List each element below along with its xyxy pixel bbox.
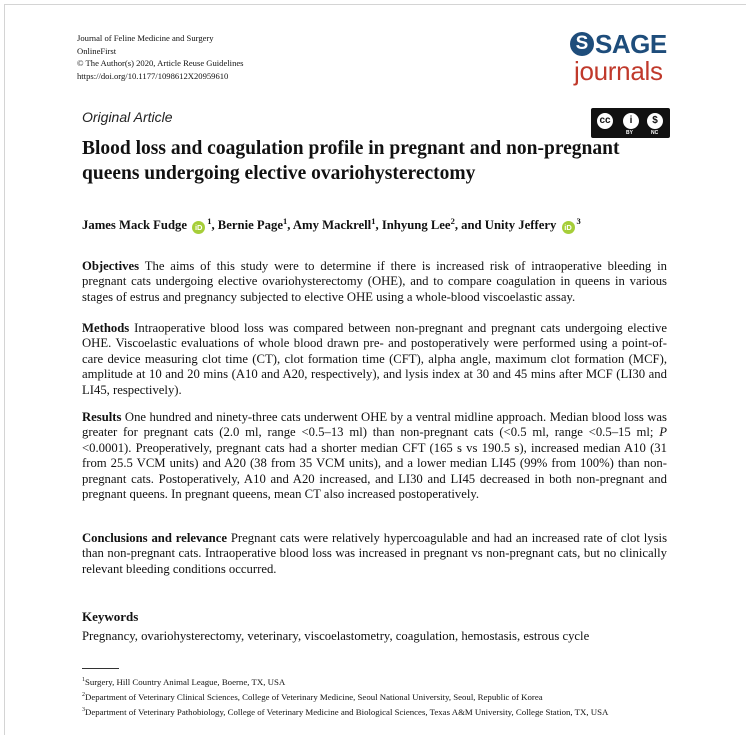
affiliation (82, 705, 682, 718)
conclusions-heading: Conclusions and relevance (82, 531, 227, 545)
objectives-heading: Objectives (82, 259, 140, 273)
conclusions-text: Pregnant cats were relatively hypercoagulable and had an increased rate of clot lysis than non-pregnant cats. Intraoperative blood loss was increased in pregnant vs non-pregnant cats, but no clinically relevant bleeding conditions occurred. (82, 531, 668, 576)
author-name[interactable]: Bernie Page (217, 218, 283, 233)
author-name[interactable]: James Mack Fudge (82, 218, 188, 233)
by-icon: i (621, 111, 641, 131)
orcid-icon[interactable]: iD (562, 221, 575, 234)
affiliation-text: Surgery, Hill Country Animal League, Boerne, TX, USA (85, 676, 286, 687)
author-sup: 3 (576, 216, 581, 226)
journal-status: OnlineFirst (77, 45, 117, 56)
orcid-icon[interactable]: iD (192, 221, 205, 234)
methods-text: Intraoperative blood loss was compared between non-pregnant and pregnant cats undergoing elective OHE. Viscoelastic evaluations of whole blood drawn pre- and postoperatively were performed using a point-of-care device measuring clot time (CT), clot formation time (CFT), alpha angle, maximum clot formation (MCF), amplitude at 10 and 20 mins (A10 and A20, respectively), and lysis index at 30 and 45 mins after MCF (LI30 and LI45, respectively). (82, 321, 667, 397)
affiliation (82, 675, 682, 688)
methods-heading: Methods (82, 321, 130, 335)
author-sup: 1 (282, 216, 288, 226)
cc-license-badge[interactable] (591, 108, 670, 138)
article-page (4, 4, 746, 735)
author-sup: 1 (207, 216, 212, 226)
article-title: Blood loss and coagulation profile in pregnant and non-pregnant queens undergoing elective ovariohysterectomy (82, 138, 620, 184)
author-name[interactable]: Amy Mackrell (292, 218, 372, 233)
affiliation (82, 690, 682, 703)
affiliation-sup: 3 (82, 707, 85, 713)
sage-journals-logo[interactable] (570, 31, 675, 89)
results-text-a: One hundred and ninety-three cats underwent OHE by a ventral midline approach. Median blood loss was greater for pregnant cats (2.0 ml, range <0.5–13 ml) than non-pregnant cats (<0.5 ml, range <0.5–15 ml; (82, 410, 667, 440)
abstract-methods (82, 321, 667, 398)
results-text-b: <0.0001). Preoperatively, pregnant cats had a shorter median CFT (165 s vs 190.5 s), increased median A10 (31 from 25.5 VCM units) and A20 (38 from 35 VCM units), and a lower median LI45 (99% from 100%) than non-pregnant cats. Postoperatively, A10 and A20 increased, and LI30 and LI45 decreased in both non-pregnant and pregnant queens. In pregnant queens, mean CT also increased postoperatively. (82, 440, 667, 502)
journals-logo-word: journals (574, 56, 663, 86)
copyright-line: © The Author(s) 2020, Article Reuse Guidelines (77, 58, 244, 69)
author-sup: 1 (371, 216, 376, 226)
affiliation-text: Department of Veterinary Clinical Sciences, College of Veterinary Medicine, Seoul National University, Seoul, Republic of Korea (85, 691, 543, 702)
doi-link[interactable]: https://doi.org/10.1177/1098612X20959610 (77, 70, 229, 81)
results-heading: Results (82, 410, 122, 424)
author-list: James Mack Fudge $iD^1$, Bernie Page$^1$, Amy Mackrell$^1$, Inhyung Lee$^2$, and Unity Jeffery $iD^3$ (82, 216, 581, 233)
footnote-divider (82, 668, 119, 669)
objectives-text: The aims of this study were to determine if there is increased risk of intraoperative bleeding in pregnant cats undergoing elective ovariohysterectomy (OHE), and to compare coagulation in queens in various stages of estrus and pregnancy subjected to elective OHE using a whole-blood viscoelastic assay. (82, 259, 667, 304)
article-type: Original Article (82, 109, 173, 125)
abstract-objectives (82, 259, 667, 305)
author-name[interactable]: Inhyung Lee (381, 218, 451, 233)
p-value-symbol: P (659, 425, 667, 440)
author-sup: 2 (450, 216, 455, 226)
keywords-heading: Keywords (82, 609, 139, 624)
journal-info (77, 32, 244, 82)
by-label: BY (626, 130, 633, 136)
keywords-text: Pregnancy, ovariohysterectomy, veterinary, viscoelastometry, coagulation, hemostasis, estrous cycle (82, 629, 590, 643)
author-name[interactable]: Unity Jeffery (484, 218, 557, 233)
cc-icon: cc (595, 111, 615, 131)
abstract-conclusions (82, 531, 667, 577)
abstract-results (82, 410, 667, 502)
sage-s-icon: S (570, 32, 594, 56)
sage-logo-word: SAGE (595, 29, 667, 59)
affiliation-sup: 1 (82, 677, 85, 683)
affiliation-sup: 2 (82, 692, 85, 698)
nc-icon: $ (645, 111, 665, 131)
nc-label: NC (651, 130, 659, 136)
journal-name: Journal of Feline Medicine and Surgery (77, 33, 214, 43)
affiliation-text: Department of Veterinary Pathobiology, College of Veterinary Medicine and Biological Sciences, Texas A&M University, College Station, TX, USA (85, 706, 609, 717)
